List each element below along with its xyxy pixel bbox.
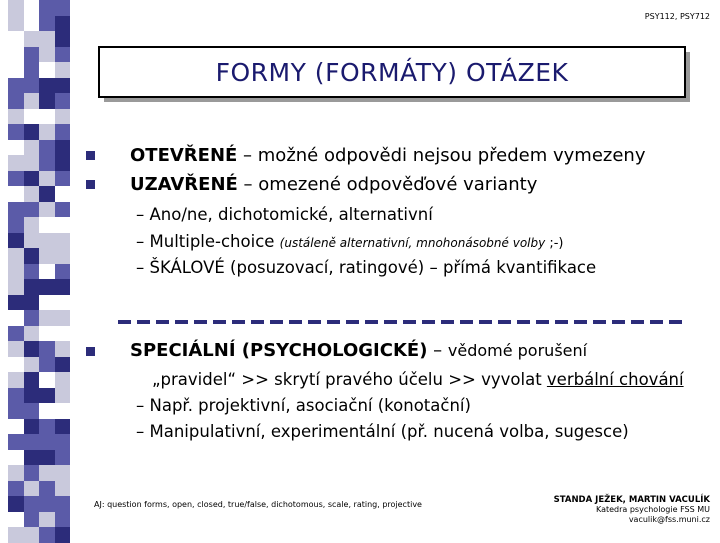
strip-tile <box>55 93 71 109</box>
strip-tile <box>39 78 55 94</box>
strip-tile <box>24 93 40 109</box>
strip-tile <box>8 372 24 388</box>
strip-tile <box>24 248 40 264</box>
strip-tile <box>39 496 55 512</box>
strip-tile <box>55 47 71 63</box>
strip-tile <box>24 47 40 63</box>
email: vaculik@fss.muni.cz <box>628 515 710 524</box>
strip-tile <box>55 62 71 78</box>
multiple-choice-label: – Multiple-choice <box>136 232 280 251</box>
strip-tile <box>39 527 55 543</box>
strip-tile <box>55 202 71 218</box>
strip-tile <box>8 512 24 528</box>
strip-tile <box>55 233 71 249</box>
strip-tile <box>55 124 71 140</box>
strip-tile <box>8 186 24 202</box>
dashed-separator <box>118 320 688 324</box>
strip-tile <box>39 0 55 16</box>
course-code: PSY112, PSY712 <box>644 12 710 21</box>
strip-tile <box>24 357 40 373</box>
strip-tile <box>39 450 55 466</box>
strip-tile <box>8 481 24 497</box>
strip-tile <box>24 186 40 202</box>
special-line2-underlined: verbální chování <box>546 370 684 389</box>
sub-item-scale: – ŠKÁLOVÉ (posuzovací, ratingové) – přímá kvantifikace <box>136 258 597 277</box>
strip-tile <box>8 109 24 125</box>
strip-tile <box>24 16 40 32</box>
sub-item-dichotomous: – Ano/ne, dichotomické, alternativní <box>136 205 433 224</box>
strip-tile <box>39 217 55 233</box>
strip-tile <box>24 295 40 311</box>
strip-tile <box>8 16 24 32</box>
strip-tile <box>55 109 71 125</box>
strip-tile <box>24 388 40 404</box>
strip-tile <box>24 341 40 357</box>
strip-tile <box>55 481 71 497</box>
strip-tile <box>39 171 55 187</box>
strip-tile <box>24 326 40 342</box>
strip-tile <box>8 388 24 404</box>
strip-tile <box>24 450 40 466</box>
strip-tile <box>55 527 71 543</box>
strip-tile <box>55 0 71 16</box>
sub-item-projective: – Např. projektivní, asociační (konotační) <box>136 396 471 415</box>
strip-tile <box>55 310 71 326</box>
strip-tile <box>39 481 55 497</box>
strip-tile <box>24 465 40 481</box>
strip-tile <box>24 434 40 450</box>
strip-tile <box>39 93 55 109</box>
strip-tile <box>8 124 24 140</box>
desc-open: – možné odpovědi nejsou předem vymezeny <box>237 145 646 166</box>
strip-tile <box>55 31 71 47</box>
strip-tile <box>8 140 24 156</box>
strip-tile <box>8 217 24 233</box>
strip-tile <box>8 295 24 311</box>
strip-tile <box>55 264 71 280</box>
strip-tile <box>55 403 71 419</box>
strip-tile <box>39 31 55 47</box>
strip-tile <box>39 434 55 450</box>
strip-tile <box>24 140 40 156</box>
strip-tile <box>39 465 55 481</box>
author-block <box>554 495 710 525</box>
strip-tile <box>8 310 24 326</box>
strip-tile <box>8 155 24 171</box>
sub-item-manipulative: – Manipulativní, experimentální (př. nucená volba, sugesce) <box>136 422 629 441</box>
strip-tile <box>39 357 55 373</box>
strip-tile <box>8 527 24 543</box>
strip-tile <box>24 512 40 528</box>
strip-tile <box>55 217 71 233</box>
strip-tile <box>24 109 40 125</box>
strip-tile <box>39 155 55 171</box>
bullet-special <box>130 340 587 361</box>
strip-tile <box>55 78 71 94</box>
strip-tile <box>39 388 55 404</box>
strip-tile <box>8 264 24 280</box>
strip-tile <box>8 93 24 109</box>
strip-tile <box>24 372 40 388</box>
strip-tile <box>39 233 55 249</box>
strip-tile <box>39 186 55 202</box>
strip-tile <box>24 403 40 419</box>
strip-tile <box>8 62 24 78</box>
strip-tile <box>39 372 55 388</box>
strip-tile <box>8 202 24 218</box>
strip-tile <box>8 496 24 512</box>
multiple-choice-smiley: ;-) <box>545 236 564 251</box>
strip-tile <box>39 248 55 264</box>
sub-item-multiple-choice <box>136 232 564 251</box>
strip-tile <box>24 78 40 94</box>
strip-tile <box>39 295 55 311</box>
bullet-square-icon <box>86 180 95 189</box>
strip-tile <box>8 233 24 249</box>
slide-title: FORMY (FORMÁTY) OTÁZEK <box>98 46 686 98</box>
strip-tile <box>8 171 24 187</box>
footer-note: AJ: question forms, open, closed, true/false, dichotomous, scale, rating, projective <box>94 500 422 509</box>
strip-tile <box>8 403 24 419</box>
strip-tile <box>55 450 71 466</box>
bullet-square-icon <box>86 151 95 160</box>
strip-tile <box>8 450 24 466</box>
strip-tile <box>24 279 40 295</box>
strip-tile <box>55 279 71 295</box>
strip-tile <box>55 357 71 373</box>
strip-tile <box>55 512 71 528</box>
strip-tile <box>8 465 24 481</box>
term-closed: UZAVŘENÉ <box>130 174 238 195</box>
strip-tile <box>39 403 55 419</box>
strip-tile <box>24 62 40 78</box>
strip-tile <box>8 47 24 63</box>
strip-tile <box>8 31 24 47</box>
strip-tile <box>39 47 55 63</box>
strip-tile <box>8 419 24 435</box>
strip-tile <box>24 124 40 140</box>
strip-tile <box>8 341 24 357</box>
strip-tile <box>39 512 55 528</box>
strip-tile <box>55 419 71 435</box>
bullet-square-icon <box>86 347 95 356</box>
strip-tile <box>24 155 40 171</box>
special-line2-start: „pravidel“ >> skrytí pravého účelu >> vyvolat <box>152 370 547 389</box>
strip-tile <box>24 310 40 326</box>
strip-tile <box>39 140 55 156</box>
strip-tile <box>8 357 24 373</box>
term-special: SPECIÁLNÍ (PSYCHOLOGICKÉ) <box>130 340 428 361</box>
bullet-closed <box>130 174 537 195</box>
strip-tile <box>8 78 24 94</box>
strip-tile <box>24 0 40 16</box>
strip-tile <box>24 419 40 435</box>
strip-tile <box>39 202 55 218</box>
strip-tile <box>24 202 40 218</box>
strip-tile <box>24 264 40 280</box>
strip-tile <box>24 171 40 187</box>
multiple-choice-note: (ustáleně alternativní, mnohonásobné volby <box>279 236 546 250</box>
strip-tile <box>8 0 24 16</box>
strip-tile <box>39 264 55 280</box>
strip-tile <box>39 16 55 32</box>
strip-tile <box>39 326 55 342</box>
strip-tile <box>55 155 71 171</box>
strip-tile <box>24 496 40 512</box>
strip-tile <box>8 434 24 450</box>
strip-tile <box>39 419 55 435</box>
strip-tile <box>55 388 71 404</box>
strip-tile <box>24 217 40 233</box>
strip-tile <box>55 16 71 32</box>
desc-special: vědomé porušení <box>447 341 588 360</box>
strip-tile <box>39 124 55 140</box>
term-open: OTEVŘENÉ <box>130 145 238 166</box>
strip-tile <box>55 326 71 342</box>
strip-tile <box>55 341 71 357</box>
strip-tile <box>55 171 71 187</box>
strip-tile <box>8 248 24 264</box>
strip-tile <box>39 62 55 78</box>
desc-closed: – omezené odpověďové varianty <box>237 174 538 195</box>
strip-tile <box>24 31 40 47</box>
decorative-left-strip <box>8 0 70 540</box>
strip-tile <box>39 310 55 326</box>
strip-tile <box>39 341 55 357</box>
strip-tile <box>39 279 55 295</box>
authors: STANDA JEŽEK, MARTIN VACULÍK <box>553 495 710 505</box>
strip-tile <box>55 295 71 311</box>
special-dash: – <box>427 340 448 361</box>
strip-tile <box>55 140 71 156</box>
special-line2 <box>152 370 684 389</box>
department: Katedra psychologie FSS MU <box>595 505 710 514</box>
strip-tile <box>24 233 40 249</box>
strip-tile <box>55 465 71 481</box>
strip-tile <box>8 279 24 295</box>
strip-tile <box>55 372 71 388</box>
strip-tile <box>39 109 55 125</box>
strip-tile <box>55 186 71 202</box>
bullet-open <box>130 145 645 166</box>
strip-tile <box>8 326 24 342</box>
strip-tile <box>24 527 40 543</box>
strip-tile <box>55 496 71 512</box>
strip-tile <box>55 248 71 264</box>
strip-tile <box>24 481 40 497</box>
strip-tile <box>55 434 71 450</box>
